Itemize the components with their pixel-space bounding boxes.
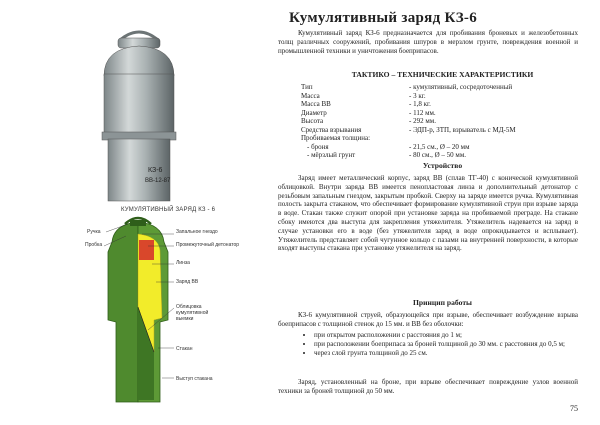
label-charge: Заряд ВВ [176, 279, 199, 285]
intro-paragraph: Кумулятивный заряд КЗ-6 предназначается для пробивания броневых и железобетонных толщ различных сооружений, пробивания шпуров в мерзлом грунте, повреждения военной и промышленной техники и уничтожения боеприпасов. [278, 29, 578, 55]
label-lens: Линза [176, 260, 190, 266]
spec-row: - броня - 21,5 см., Ø – 20 мм [307, 142, 470, 151]
photo-marking-2: ВВ-12-87 [145, 178, 171, 184]
closing-paragraph: Заряд, установленный на броне, при взрыве обеспечивает повреждение узлов военной техники за броней толщиной до 50 мм. [278, 378, 578, 395]
principle-list [300, 331, 594, 357]
label-handle: Ручка [87, 229, 101, 235]
diagram-title: КУМУЛЯТИВНЫЙ ЗАРЯД КЗ - 6 [121, 207, 216, 213]
spec-row: Масса ВВ - 1,8 кг. [301, 100, 431, 108]
device-paragraph: Заряд имеет металлический корпус, заряд ВВ (сплав ТГ-40) с конической кумулятивной облицовкой. Внутри заряда ВВ имеется пенопластовая линза и дополнительный детонатор с резьбовым запальным гнездом, закрытым пробкой. Сверху на заряде имеется ручка. Кумулятивная полость закрыта стаканом, что обеспечивает формирование кумулятивной струи при взрыве заряда в воде. Стакан также служит опорой при установке заряда на пробиваемой преграде. На стакане сбоку имеются два выступа для закрепления утяжелителя. Утяжелитель надевается на заряд в случае установки его в воде (без утяжелителя заряд в воде опрокидывается и всплывает). Утяжелитель представляет собой чугунное кольцо с пазами на внутренней поверхности, в которые входят выступы стакана при установке утяжелителя на заряд. [278, 174, 578, 253]
charge-photo [90, 26, 188, 206]
spec-row: Диаметр - 112 мм. [301, 108, 436, 117]
spec-row: - мёрзлый грунт - 80 см., Ø – 50 мм. [307, 151, 467, 159]
page-title: Кумулятивный заряд КЗ-6 [288, 10, 478, 26]
label-cup-lug: Выступ стакана [176, 376, 213, 382]
page-number: 75 [570, 404, 578, 413]
spec-row: Средства взрывания - ЭДП-р, ЗТП, взрыватель с МД-5М [301, 125, 516, 134]
spec-row: Высота - 292 мм. [301, 117, 436, 125]
spec-row: Масса - 3 кг. [301, 91, 426, 100]
label-plug: Пробка [85, 242, 103, 248]
label-detonator: Промежуточный детонатор [176, 242, 240, 248]
list-item: • через слой грунта толщиной до 25 см. [314, 349, 594, 358]
label-cup: Стакан [176, 346, 193, 352]
spec-row: Пробиваемая толщина: [301, 134, 371, 142]
label-fuse-socket: Запальное гнездо [176, 229, 218, 235]
list-item: • при открытом расположении с расстояния до 1 м; [314, 331, 594, 340]
label-liner: Облицовка кумулятивной выемки [176, 304, 209, 322]
principle-heading: Принцип работы [413, 298, 472, 307]
list-item: • при расположении боеприпаса за броней толщиной до 30 мм. с расстояния до 0,5 м; [314, 340, 594, 349]
spec-row: Тип - кумулятивный, сосредоточенный [301, 83, 513, 91]
principle-paragraph: КЗ-6 кумулятивной струей, образующейся при взрыве, обеспечивает возбуждение взрыва боеприпасов с толщиной стенок до 15 мм. и ВВ без оболочки: [278, 311, 578, 328]
photo-marking-1: КЗ-6 [148, 167, 163, 174]
spec-heading: ТАКТИКО – ТЕХНИЧЕСКИЕ ХАРАКТЕРИСТИКИ [351, 70, 534, 79]
device-heading: Устройство [422, 161, 463, 170]
spec-table [301, 83, 586, 160]
